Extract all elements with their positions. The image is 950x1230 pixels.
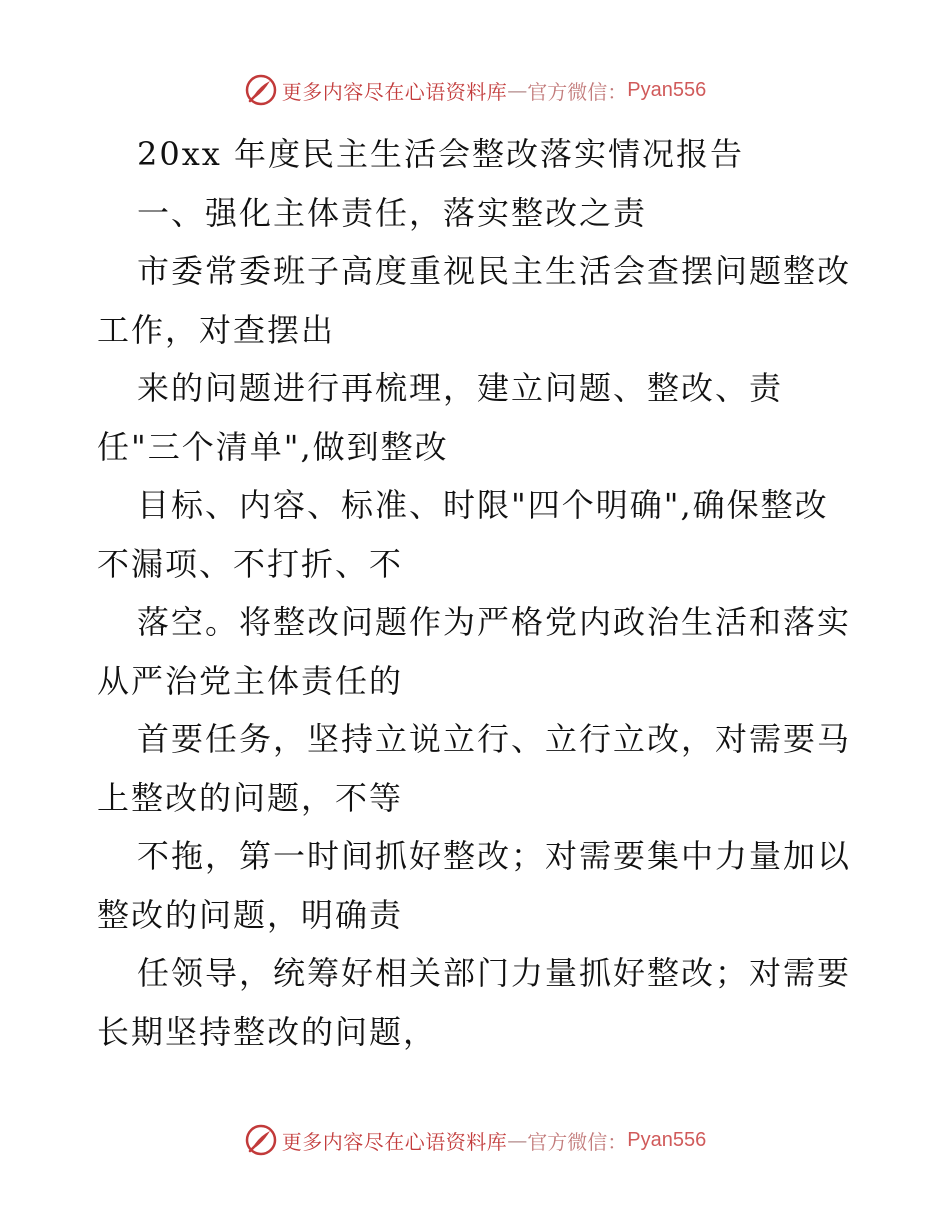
watermark-site-text: 更多内容尽在心语资料库 (281, 1129, 508, 1154)
watermark-wechat-label: 官方微信： (527, 79, 628, 104)
watermark-separator: — (507, 78, 528, 102)
text-line: 首要任务，坚持立说立行、立行立改，对需要马 (137, 720, 852, 758)
text-line: 落空。将整改问题作为严格党内政治生活和落实 (137, 603, 852, 641)
text-line: 不拖，第一时间抓好整改；对需要集中力量加以 (137, 837, 852, 875)
text-line: 整改的问题，明确责 (97, 895, 404, 934)
text-line: 20xx 年度民主生活会整改落实情况报告 (137, 135, 744, 173)
watermark-wechat-id: Pyan556 (627, 1128, 707, 1151)
text-line: 从严治党主体责任的 (97, 661, 404, 700)
text-line: 任领导，统筹好相关部门力量抓好整改；对需要 (137, 954, 852, 992)
text-line: 市委常委班子高度重视民主生活会查摆问题整改 (137, 252, 852, 290)
brush-logo-icon (244, 1123, 278, 1157)
document-body (97, 125, 857, 1061)
watermark-site-text: 更多内容尽在心语资料库 (281, 79, 508, 104)
text-line: 目标、内容、标准、时限"四个明确",确保整改 (137, 486, 829, 524)
footer-watermark (0, 1120, 950, 1160)
header-watermark (0, 70, 950, 110)
watermark-separator: — (507, 1128, 528, 1152)
text-line: 上整改的问题，不等 (97, 778, 404, 817)
text-line: 长期坚持整改的问题， (97, 1012, 438, 1051)
watermark-wechat-id: Pyan556 (627, 78, 707, 101)
text-line: 来的问题进行再梳理，建立问题、整改、责 (137, 369, 784, 407)
watermark-wechat-label: 官方微信： (527, 1129, 628, 1154)
text-line: 一、强化主体责任，落实整改之责 (137, 193, 648, 232)
brush-logo-icon (244, 73, 278, 107)
text-line: 工作，对查摆出 (97, 310, 336, 349)
text-line: 不漏项、不打折、不 (97, 544, 404, 583)
text-line: 任"三个清单",做到整改 (97, 427, 449, 466)
